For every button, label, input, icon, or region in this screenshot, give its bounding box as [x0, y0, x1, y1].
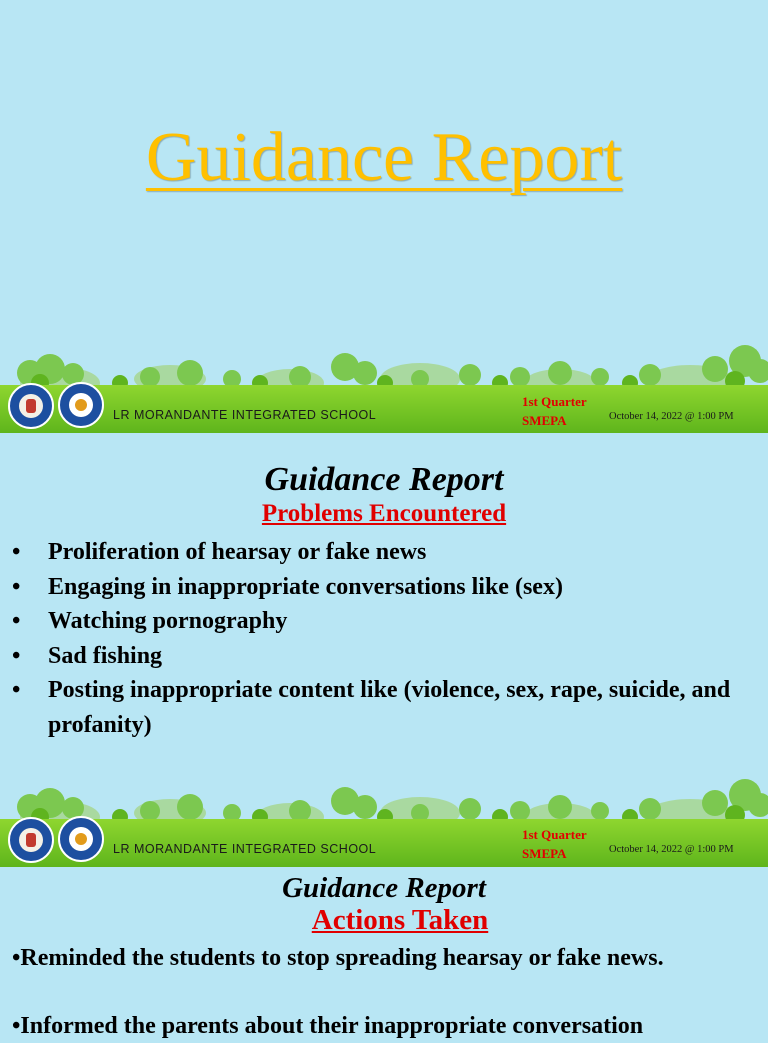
school-seal-icon	[58, 382, 104, 428]
list-item: •Reminded the students to stop spreading hearsay or fake news.	[12, 945, 664, 971]
quarter-label: 1st Quarter	[522, 394, 587, 409]
slide-title: Guidance Report	[282, 872, 486, 904]
list-item: • Sad fishing	[12, 639, 752, 674]
list-item: • Posting inappropriate content like (violence, sex, rape, suicide, and profanity)	[12, 673, 752, 742]
problems-slide	[0, 433, 768, 867]
slide-footer	[0, 777, 768, 867]
list-item: •Informed the parents about their inappropriate conversation	[12, 1013, 644, 1039]
smepa-label: SMEPA	[522, 846, 567, 861]
slide-title: Guidance Report	[145, 119, 623, 196]
slide-subtitle: Problems Encountered	[261, 500, 507, 527]
school-name: LR MORANDANTE INTEGRATED SCHOOL	[113, 408, 377, 422]
deped-seal-icon	[8, 383, 54, 429]
title-slide	[0, 0, 768, 433]
quarter-label: 1st Quarter	[522, 827, 587, 842]
list-item: • Proliferation of hearsay or fake news	[12, 535, 752, 570]
date-label: October 14, 2022 @ 1:00 PM	[609, 844, 734, 855]
slide-footer	[0, 343, 768, 433]
school-name: LR MORANDANTE INTEGRATED SCHOOL	[113, 842, 377, 856]
deped-seal-icon	[8, 817, 54, 863]
school-seal-icon	[58, 816, 104, 862]
date-label: October 14, 2022 @ 1:00 PM	[609, 411, 734, 422]
list-item: • Watching pornography	[12, 604, 752, 639]
slide-title: Guidance Report	[264, 461, 504, 498]
problems-list	[12, 535, 752, 742]
actions-slide	[0, 867, 768, 1039]
list-item: • Engaging in inappropriate conversations like (sex)	[12, 570, 752, 605]
slide-subtitle: Actions Taken	[311, 904, 489, 936]
smepa-label: SMEPA	[522, 413, 567, 428]
